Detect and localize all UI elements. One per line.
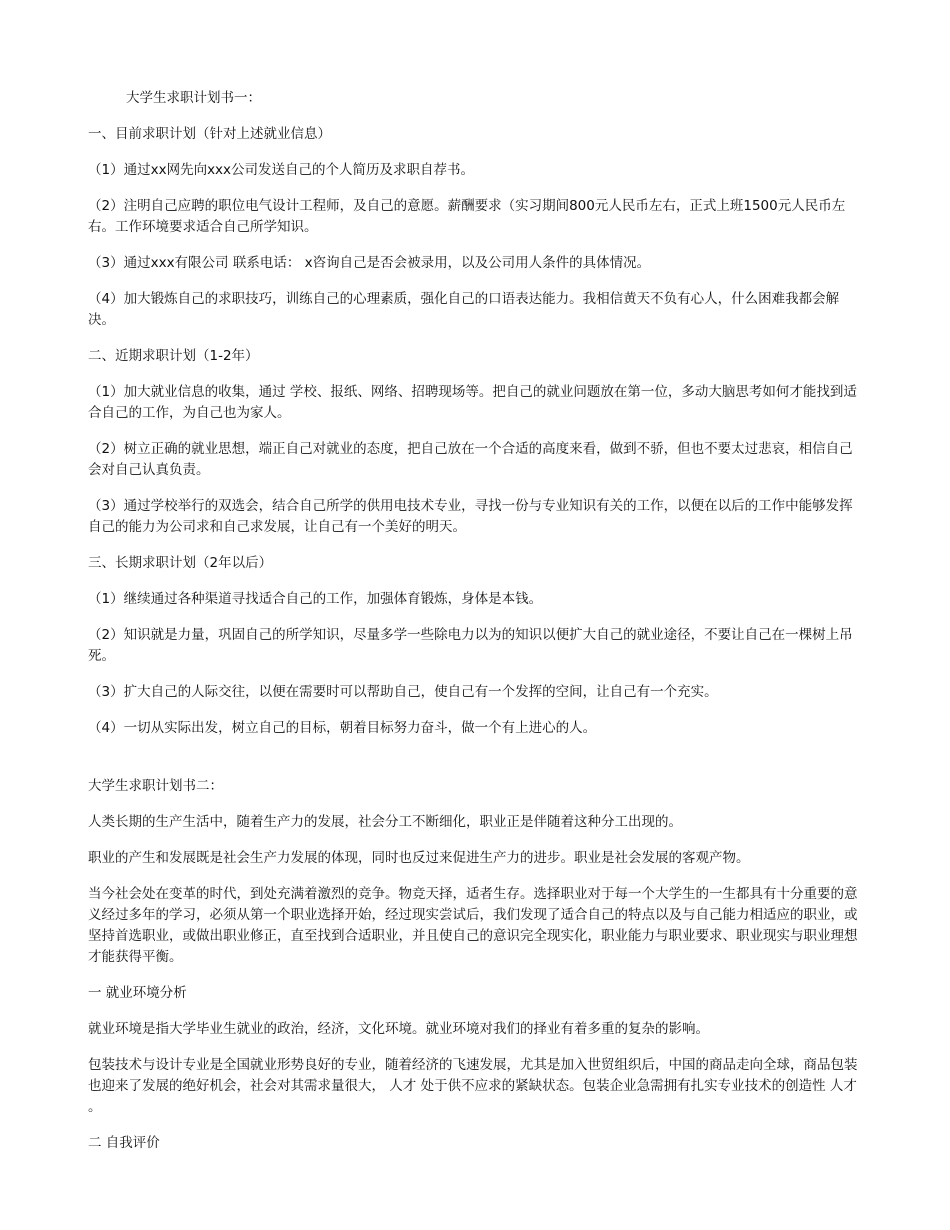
paragraph: （1）通过xx网先向xxx公司发送自己的个人简历及求职自荐书。 xyxy=(88,162,475,178)
paragraph: （2）注明自己应聘的职位电气设计工程师，及自己的意愿。薪酬要求（实习期间800元人民币左右，正式上班1500元人民币左右。工作环境要求适合自己所学知识。 xyxy=(88,198,846,235)
section-heading-long-term-plan: 三、长期求职计划（2年以后） xyxy=(88,555,273,571)
paragraph: （3）通过xxx有限公司 联系电话： x咨询自己是否会被录用，以及公司用人条件的具体情况。 xyxy=(88,255,651,271)
section-heading-current-plan: 一、目前求职计划（针对上述就业信息） xyxy=(88,126,331,142)
paragraph: （2）知识就是力量，巩固自己的所学知识，尽量多学一些除电力以为的知识以便扩大自己的就业途径，不要让自己在一棵树上吊死。 xyxy=(88,627,853,664)
paragraph: 人类长期的生产生活中，随着生产力的发展，社会分工不断细化，职业正是伴随着这种分工出现的。 xyxy=(88,814,682,830)
section-heading-employment-environment: 一 就业环境分析 xyxy=(88,985,187,1001)
paragraph: （1）继续通过各种渠道寻找适合自己的工作，加强体育锻炼，身体是本钱。 xyxy=(88,591,543,607)
doc-title-2: 大学生求职计划书二： xyxy=(88,778,223,794)
paragraph: （3）扩大自己的人际交往，以便在需要时可以帮助自己，使自己有一个发挥的空间，让自己有一个充实。 xyxy=(88,684,718,700)
paragraph: （3）通过学校举行的双选会，结合自己所学的供用电技术专业，寻找一份与专业知识有关的工作，以便在以后的工作中能够发挥自己的能力为公司求和自己求发展，让自己有一个美好的明天。 xyxy=(88,498,853,535)
document-page xyxy=(88,88,858,1154)
paragraph: 职业的产生和发展既是社会生产力发展的体现，同时也反过来促进生产力的进步。职业是社会发展的客观产物。 xyxy=(88,850,750,866)
paragraph: （2）树立正确的就业思想，端正自己对就业的态度，把自己放在一个合适的高度来看，做到不骄，但也不要太过悲哀，相信自己会对自己认真负责。 xyxy=(88,441,853,478)
paragraph: （4）加大锻炼自己的求职技巧，训练自己的心理素质，强化自己的口语表达能力。我相信黄天不负有心人，什么困难我都会解决。 xyxy=(88,291,840,328)
section-heading-near-term-plan: 二、近期求职计划（1-2年） xyxy=(88,348,259,364)
paragraph: 包装技术与设计专业是全国就业形势良好的专业，随着经济的飞速发展，尤其是加入世贸组织后，中国的商品走向全球，商品包装也迎来了发展的绝好机会，社会对其需求量很大， 人才 处于供不应求的紧缺状态。包装企业急需拥有扎实专业技术的创造性 人才 。 xyxy=(88,1057,858,1115)
paragraph: 当今社会处在变革的时代，到处充满着激烈的竞争。物竞天择，适者生存。选择职业对于每一个大学生的一生都具有十分重要的意义经过多年的学习，必须从第一个职业选择开始，经过现实尝试后，我们发现了适合自己的特点以及与自己能力相适应的职业，或坚持首选职业，或做出职业修正，直至找到合适职业，并且使自己的意识完全现实化，职业能力与职业要求、职业现实与职业理想才能获得平衡。 xyxy=(88,886,858,965)
paragraph: （4）一切从实际出发，树立自己的目标，朝着目标努力奋斗，做一个有上进心的人。 xyxy=(88,720,597,736)
section-heading-self-evaluation: 二 自我评价 xyxy=(88,1135,160,1151)
paragraph: （1）加大就业信息的收集，通过 学校、报纸、网络、招聘现场等。把自己的就业问题放在第一位，多动大脑思考如何才能找到适合自己的工作，为自己也为家人。 xyxy=(88,384,857,421)
paragraph: 就业环境是指大学毕业生就业的政治，经济，文化环境。就业环境对我们的择业有着多重的复杂的影响。 xyxy=(88,1021,709,1037)
doc-title-1: 大学生求职计划书一： xyxy=(126,90,261,106)
